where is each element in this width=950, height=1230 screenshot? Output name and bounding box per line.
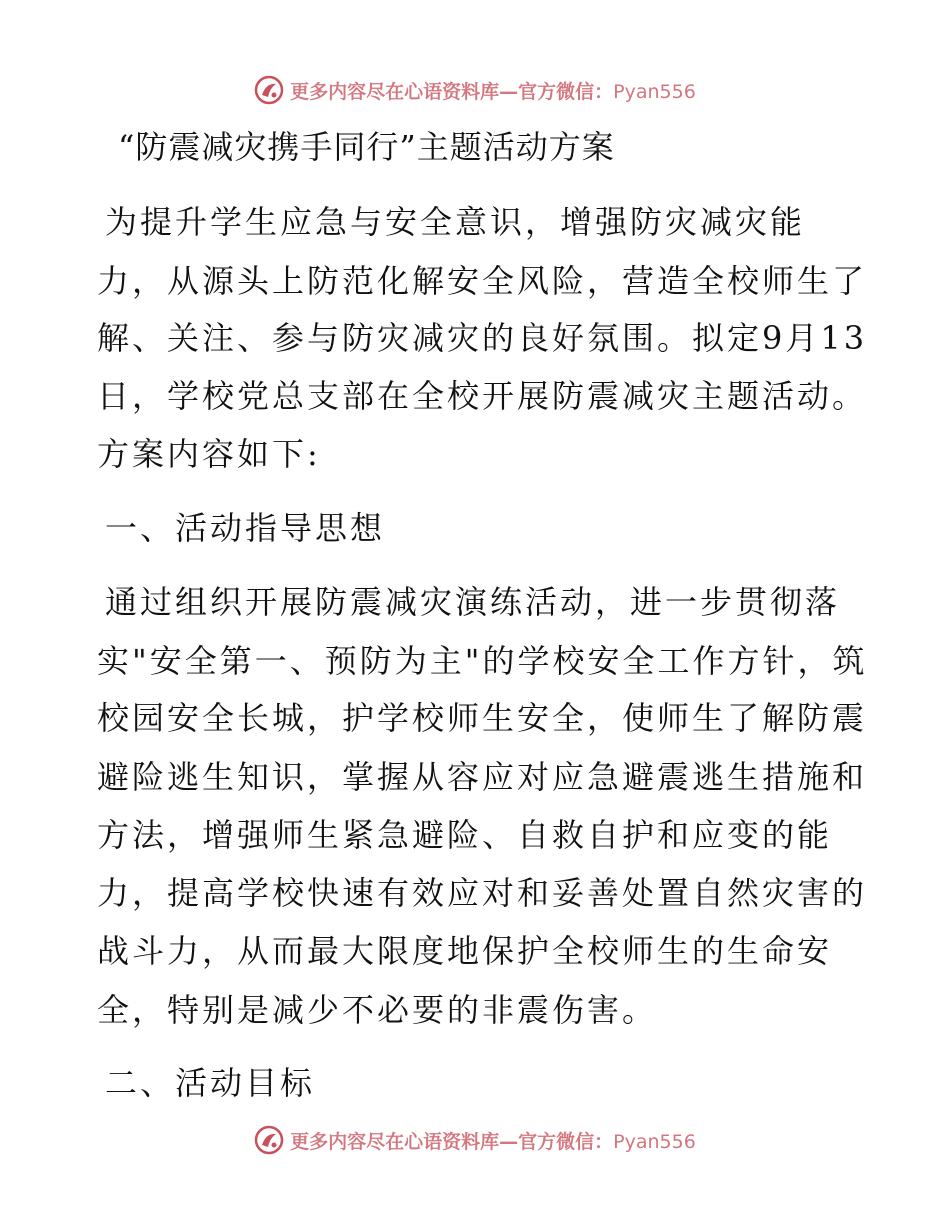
paragraph-line: 通过组织开展防震减灾演练活动，进一步贯彻落 [105, 583, 841, 621]
red-seal-logo-icon [254, 75, 284, 105]
paragraph-line: 力，从源头上防范化解安全风险，营造全校师生了 [97, 262, 868, 300]
paragraph-line: 实"安全第一、预防为主"的学校安全工作方针，筑 [97, 642, 868, 680]
footer-banner [0, 1120, 950, 1160]
section-heading: 二、活动目标 [105, 1064, 316, 1102]
paragraph-line: 力，提高学校快速有效应对和妥善处置自然灾害的 [97, 874, 868, 912]
paragraph-line: 全，特别是减少不必要的非震伤害。 [97, 991, 658, 1029]
section-heading: 一、活动指导思想 [105, 509, 386, 547]
document-title: “防震减灾携手同行”主题活动方案 [118, 128, 615, 166]
red-seal-logo-icon [254, 1125, 284, 1155]
paragraph-line: 日，学校党总支部在全校开展防震减灾主题活动。 [97, 377, 868, 415]
paragraph-line: 战斗力，从而最大限度地保护全校师生的生命安 [97, 932, 833, 970]
banner-text: 更多内容尽在心语资料库—官方微信：Pyan556 [290, 80, 696, 103]
paragraph-line: 方法，增强师生紧急避险、自救自护和应变的能 [97, 816, 833, 854]
paragraph-line: 解、关注、参与防灾减灾的良好氛围。拟定9月13 [97, 319, 868, 357]
wechat-id: Pyan556 [613, 80, 696, 103]
paragraph-line: 方案内容如下: [97, 435, 321, 473]
wechat-id: Pyan556 [613, 1130, 696, 1153]
banner-text: 更多内容尽在心语资料库—官方微信：Pyan556 [290, 1130, 696, 1153]
paragraph-line: 避险逃生知识，掌握从容应对应急避震逃生措施和 [97, 758, 868, 796]
paragraph-line: 校园安全长城，护学校师生安全，使师生了解防震 [97, 699, 868, 737]
paragraph-line: 为提升学生应急与安全意识，增强防灾减灾能 [105, 203, 806, 241]
header-banner [0, 70, 950, 110]
